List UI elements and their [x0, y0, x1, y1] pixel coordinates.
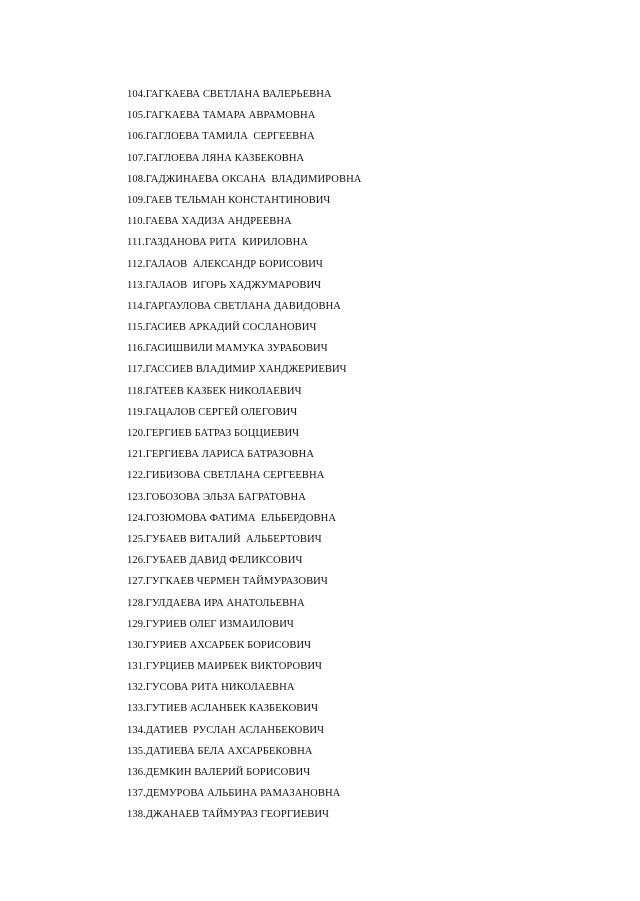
list-item: 107.ГАГЛОЕВА ЛЯНА КАЗБЕКОВНА	[127, 152, 305, 164]
list-item: 109.ГАЕВ ТЕЛЬМАН КОНСТАНТИНОВИЧ	[127, 194, 331, 206]
list-item: 121.ГЕРГИЕВА ЛАРИСА БАТРАЗОВНА	[127, 449, 315, 461]
list-item: 114.ГАРГАУЛОВА СВЕТЛАНА ДАВИДОВНА	[127, 300, 342, 312]
list-item: 110.ГАЕВА ХАДИЗА АНДРЕЕВНА	[127, 216, 292, 228]
list-item: 135.ДАТИЕВА БЕЛА АХСАРБЕКОВНА	[127, 745, 313, 757]
list-item: 123.ГОБОЗОВА ЭЛЬЗА БАГРАТОВНА	[127, 491, 306, 503]
list-item: 134.ДАТИЕВ РУСЛАН АСЛАНБЕКОВИЧ	[127, 724, 325, 736]
list-item: 133.ГУТИЕВ АСЛАНБЕК КАЗБЕКОВИЧ	[127, 703, 319, 715]
list-item: 111.ГАЗДАНОВА РИТА КИРИЛОВНА	[127, 237, 308, 249]
list-item: 126.ГУБАЕВ ДАВИД ФЕЛИКСОВИЧ	[127, 555, 303, 567]
list-item: 127.ГУГКАЕВ ЧЕРМЕН ТАЙМУРАЗОВИЧ	[127, 576, 328, 588]
list-item: 108.ГАДЖИНАЕВА ОКСАНА ВЛАДИМИРОВНА	[127, 173, 362, 185]
list-item: 132.ГУСОВА РИТА НИКОЛАЕВНА	[127, 682, 295, 694]
list-item: 128.ГУЛДАЕВА ИРА АНАТОЛЬЕВНА	[127, 597, 305, 609]
list-item: 130.ГУРИЕВ АХСАРБЕК БОРИСОВИЧ	[127, 639, 312, 651]
list-item: 125.ГУБАЕВ ВИТАЛИЙ АЛЬБЕРТОВИЧ	[127, 533, 322, 545]
list-item: 137.ДЕМУРОВА АЛЬБИНА РАМАЗАНОВНА	[127, 788, 341, 800]
list-item: 113.ГАЛАОВ ИГОРЬ ХАДЖУМАРОВИЧ	[127, 279, 322, 291]
list-item: 115.ГАСИЕВ АРКАДИЙ СОСЛАНОВИЧ	[127, 322, 317, 334]
list-item: 131.ГУРЦИЕВ МАИРБЕК ВИКТОРОВИЧ	[127, 661, 322, 673]
list-item: 112.ГАЛАОВ АЛЕКСАНДР БОРИСОВИЧ	[127, 258, 323, 270]
list-item: 122.ГИБИЗОВА СВЕТЛАНА СЕРГЕЕВНА	[127, 470, 325, 482]
list-item: 104.ГАГКАЕВА СВЕТЛАНА ВАЛЕРЬЕВНА	[127, 89, 332, 100]
list-item: 118.ГАТЕЕВ КАЗБЕК НИКОЛАЕВИЧ	[127, 385, 302, 397]
list-item: 136.ДЕМКИН ВАЛЕРИЙ БОРИСОВИЧ	[127, 767, 311, 778]
list-item: 119.ГАЦАЛОВ СЕРГЕЙ ОЛЕГОВИЧ	[127, 406, 298, 418]
name-list	[127, 84, 361, 826]
list-item: 120.ГЕРГИЕВ БАТРАЗ БОЦЦИЕВИЧ	[127, 428, 300, 439]
list-item: 138.ДЖАНАЕВ ТАЙМУРАЗ ГЕОРГИЕВИЧ	[127, 809, 329, 821]
list-item: 129.ГУРИЕВ ОЛЕГ ИЗМАИЛОВИЧ	[127, 618, 294, 630]
list-item: 106.ГАГЛОЕВА ТАМИЛА СЕРГЕЕВНА	[127, 131, 315, 143]
list-item: 116.ГАСИШВИЛИ МАМУКА ЗУРАБОВИЧ	[127, 343, 328, 355]
list-item: 124.ГОЗЮМОВА ФАТИМА ЕЛЬБЕРДОВНА	[127, 512, 337, 524]
list-item: 117.ГАССИЕВ ВЛАДИМИР ХАНДЖЕРИЕВИЧ	[127, 364, 347, 376]
list-item: 105.ГАГКАЕВА ТАМАРА АВРАМОВНА	[127, 110, 316, 122]
